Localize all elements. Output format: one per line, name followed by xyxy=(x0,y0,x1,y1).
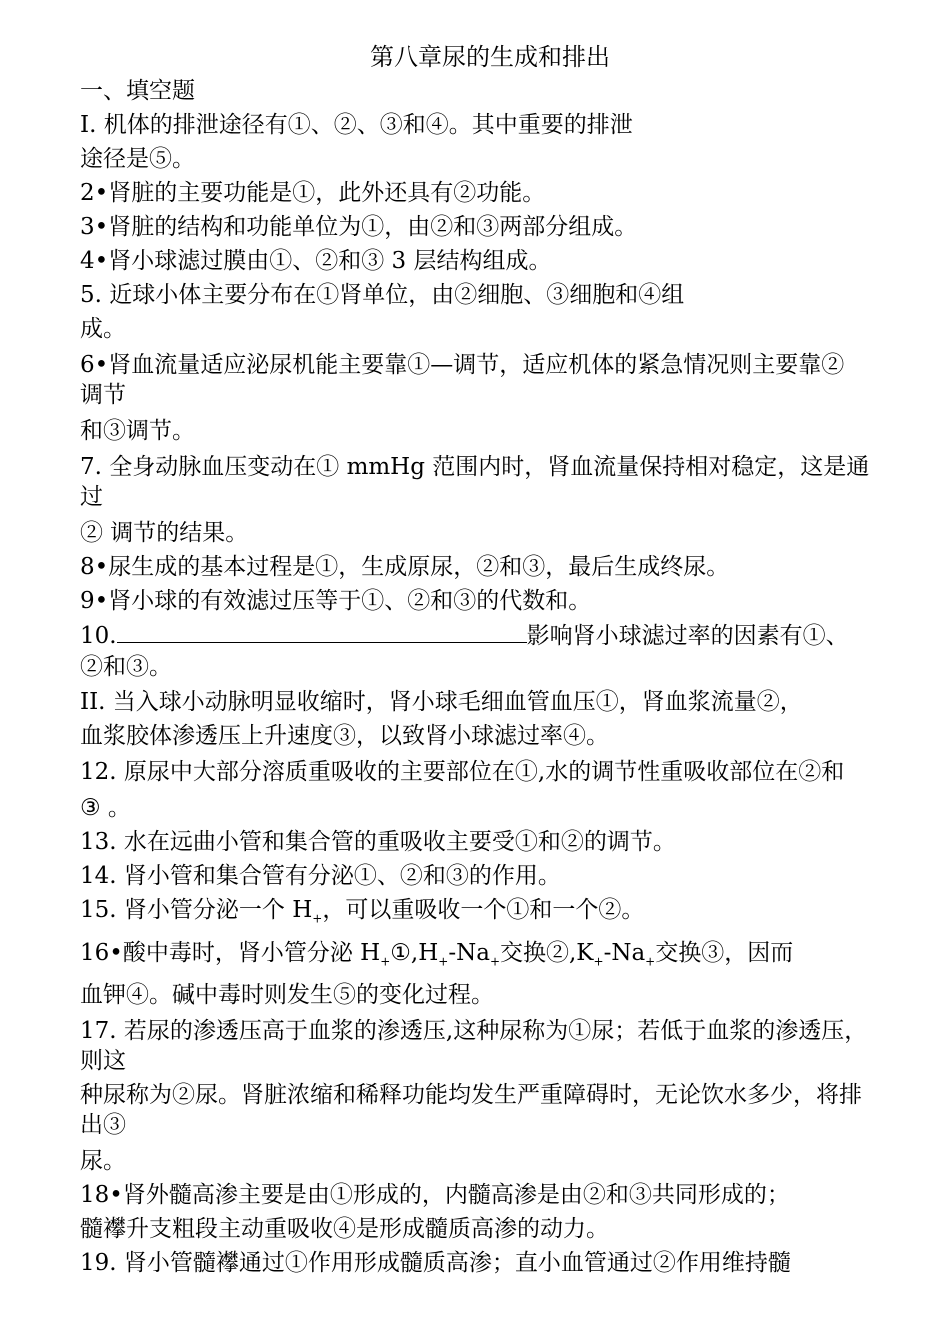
q13: 13. 水在远曲小管和集合管的重吸收主要受①和②的调节。 xyxy=(80,829,676,855)
q16-line1 xyxy=(80,936,880,979)
q16-plus-2: + xyxy=(438,954,449,969)
q1-line1: I. 机体的排泄途径有①、②、③和④。其中重要的排泄 xyxy=(80,112,633,138)
q10-blank xyxy=(117,618,527,643)
q17-line3: 尿。 xyxy=(80,1148,126,1175)
q15-text-a: 15. 肾小管分泌一个 H xyxy=(80,897,313,923)
q16-plus-3: + xyxy=(489,954,500,969)
q11-line1: II. 当入球小动脉明显收缩时，肾小球毛细血管血压①，肾血浆流量②， xyxy=(80,689,803,715)
q18-line2: 髓襻升支粗段主动重吸收④是形成髓质高渗的动力。 xyxy=(80,1216,609,1243)
q4: 4•肾小球滤过膜由①、②和③ 3 层结构组成。 xyxy=(80,248,552,274)
q16-text-c: -Na xyxy=(448,939,490,966)
section-heading: 一、填空题 xyxy=(80,78,195,104)
q10-line2: ②和③。 xyxy=(80,654,172,680)
q16-plus-1: + xyxy=(380,954,391,969)
q16-text-e: -Na xyxy=(603,939,646,966)
document-page xyxy=(80,40,880,1280)
q6-line1: 6•肾血流量适应泌尿机能主要靠①—调节，适应机体的紧急情况则主要靠②调节 xyxy=(80,352,845,408)
q5-line2: 成。 xyxy=(80,316,126,342)
q15 xyxy=(80,893,880,936)
q6-line2: 和③调节。 xyxy=(80,418,195,444)
q16-text-f: 交换③，因而 xyxy=(655,939,794,966)
q16-text-d: 交换②,K xyxy=(500,939,594,966)
q17-line1: 17. 若尿的渗透压高于血浆的渗透压,这种尿称为①尿；若低于血浆的渗透压，则这 xyxy=(80,1018,868,1075)
q16-plus-4: + xyxy=(593,954,604,969)
q12-line2: ③ 。 xyxy=(80,795,131,821)
q10-number: 10. xyxy=(80,623,117,649)
q9: 9•肾小球的有效滤过压等于①、②和③的代数和。 xyxy=(80,588,592,614)
q7-line1: 7. 全身动脉血压变动在① mmHg 范围内时，肾血流量保持相对稳定，这是通过 xyxy=(80,454,870,510)
q5-line1: 5. 近球小体主要分布在①肾单位，由②细胞、③细胞和④组 xyxy=(80,282,685,308)
q19: 19. 肾小管髓襻通过①作用形成髓质高渗；直小血管通过②作用维持髓 xyxy=(80,1250,791,1277)
q10-text: 影响肾小球滤过率的因素有①、 xyxy=(526,623,849,649)
q15-text-b: ，可以重吸收一个①和一个②。 xyxy=(322,897,645,923)
q16-text-a: 16•酸中毒时，肾小管分泌 H xyxy=(80,939,381,966)
q16-line2: 血钾④。碱中毒时则发生⑤的变化过程。 xyxy=(80,982,494,1009)
q2: 2•肾脏的主要功能是①，此外还具有②功能。 xyxy=(80,180,546,206)
q8: 8•尿生成的基本过程是①，生成原尿，②和③，最后生成终尿。 xyxy=(80,554,730,580)
q11-line2: 血浆胶体渗透压上升速度③，以致肾小球滤过率④。 xyxy=(80,723,609,749)
q17-line2: 种尿称为②尿。肾脏浓缩和稀释功能均发生严重障碍时，无论饮水多少，将排出③ xyxy=(80,1082,862,1139)
q18-line1: 18•肾外髓高渗主要是由①形成的，内髓高渗是由②和③共同形成的； xyxy=(80,1182,790,1209)
q10-line1 xyxy=(80,618,880,653)
q15-plus: + xyxy=(312,911,323,926)
q12-line1: 12. 原尿中大部分溶质重吸收的主要部位在①,水的调节性重吸收部位在②和 xyxy=(80,759,845,785)
q7-line2: ② 调节的结果。 xyxy=(80,520,249,546)
q1-line2: 途径是⑤。 xyxy=(80,146,195,172)
q3: 3•肾脏的结构和功能单位为①，由②和③两部分组成。 xyxy=(80,214,638,240)
q14: 14. 肾小管和集合管有分泌①、②和③的作用。 xyxy=(80,863,561,889)
chapter-title: 第八章尿的生成和排出 xyxy=(370,43,610,71)
q16-text-b: ①,H xyxy=(390,939,439,966)
q16-plus-5: + xyxy=(645,954,656,969)
